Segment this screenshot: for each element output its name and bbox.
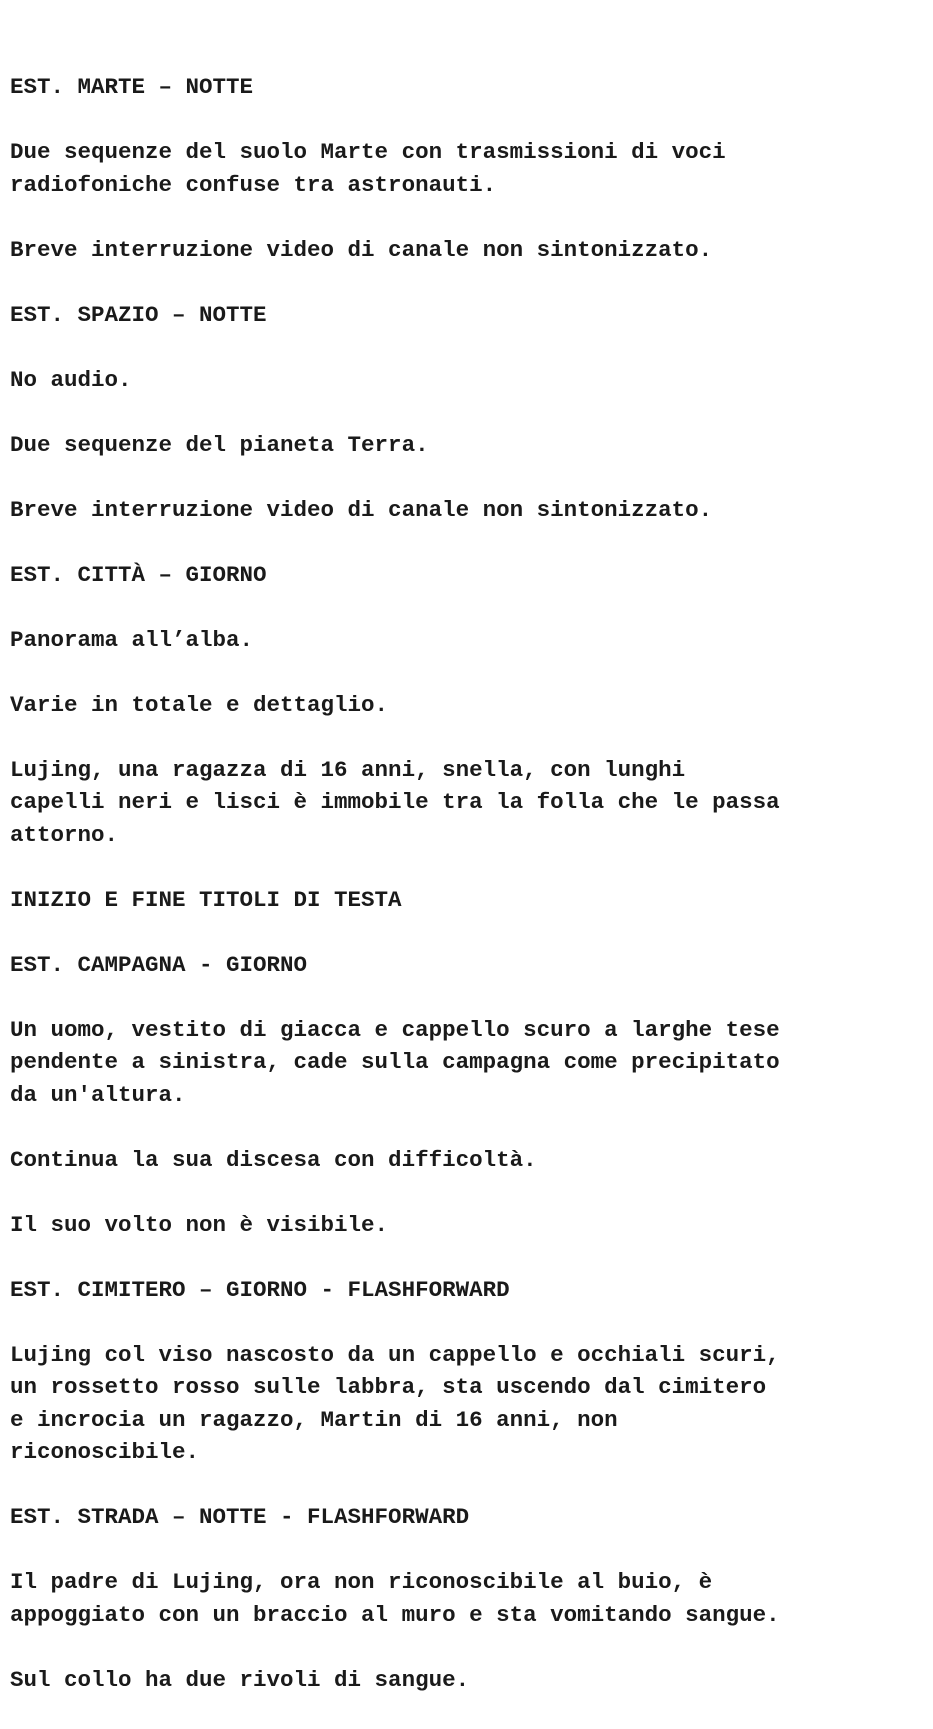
scene-heading-space: EST. SPAZIO – NOTTE [10,301,267,328]
action-lujing-intro: Lujing, una ragazza di 16 anni, snella, con lunghi capelli neri e lisci è immobile tra la folla che le passa attorno. [10,756,780,848]
action-various-shots: Varie in totale e dettaglio. [10,691,389,718]
scene-heading-city: EST. CITTÀ – GIORNO [10,561,267,588]
action-man-falls: Un uomo, vestito di giacca e cappello scuro a larghe tese pendente a sinistra, cade sulla campagna come precipitato da un'altura. [10,1016,780,1108]
scene-heading-mars: EST. MARTE – NOTTE [10,74,254,100]
action-no-audio: No audio. [10,366,132,393]
action-descent: Continua la sua discesa con difficoltà. [10,1146,537,1173]
screenplay-page [10,71,910,1729]
action-video-interruption-2: Breve interruzione video di canale non sintonizzato. [10,496,713,523]
action-lujing-cemetery: Lujing col viso nascosto da un cappello e occhiali scuri, un rossetto rosso sulle labbra, sta uscendo dal cimitero e incrocia un ragazzo, Martin di 16 anni, non riconoscibile. [10,1341,780,1465]
action-father-vomiting: Il padre di Lujing, ora non riconoscibile al buio, è appoggiato con un braccio al muro e sta vomitando sangue. [10,1569,780,1628]
title-credits-note: INIZIO E FINE TITOLI DI TESTA [10,886,402,913]
action-video-interruption: Breve interruzione video di canale non sintonizzato. [10,236,713,263]
scene-heading-street: EST. STRADA – NOTTE - FLASHFORWARD [10,1504,470,1530]
action-face-hidden: Il suo volto non è visibile. [10,1211,389,1238]
scene-heading-cemetery: EST. CIMITERO – GIORNO - FLASHFORWARD [10,1276,510,1303]
action-earth-sequences: Due sequenze del pianeta Terra. [10,431,429,458]
action-dawn-panorama: Panorama all’alba. [10,626,254,653]
scene-heading-countryside: EST. CAMPAGNA - GIORNO [10,951,308,978]
action-mars-sequences: Due sequenze del suolo Marte con trasmissioni di voci radiofoniche confuse tra astronauti. [10,139,726,198]
action-neck-blood: Sul collo ha due rivoli di sangue. [10,1666,470,1693]
